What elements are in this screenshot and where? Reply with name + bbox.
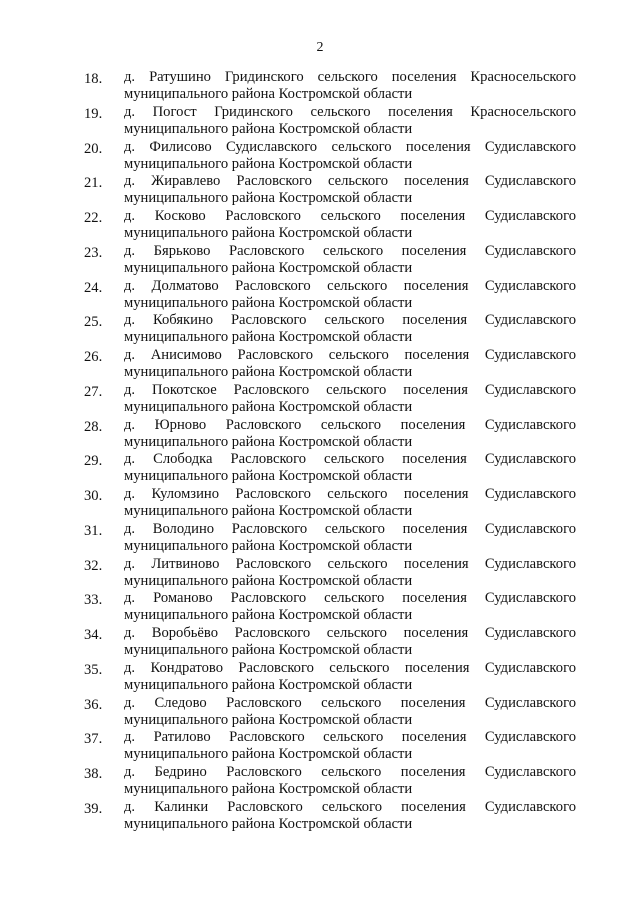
entry-number: 25.: [84, 314, 103, 331]
entry-number: 18.: [84, 71, 103, 87]
entry-text-line1: д. Литвиново Расловского сельского поселения Судиславского: [124, 555, 576, 572]
entry-text-line1: д. Погост Гридинского сельского поселения Красносельского: [124, 103, 576, 120]
entry-number: 27.: [84, 383, 103, 400]
list-item: [0, 417, 640, 452]
list-item: [0, 173, 640, 208]
list-item: [0, 590, 640, 625]
entry-number: 23.: [84, 244, 103, 261]
list-item: [0, 243, 640, 278]
list-item: [0, 104, 640, 139]
list-item: [0, 764, 640, 799]
entry-text-line1: д. Кондратово Расловского сельского поселения Судиславского: [124, 659, 576, 676]
list-item: [0, 660, 640, 695]
entry-text-line1: д. Володино Расловского сельского поселения Судиславского: [124, 520, 576, 537]
entry-number: 37.: [84, 731, 103, 748]
page-number: 2: [316, 40, 324, 55]
entry-number: 32.: [84, 557, 103, 574]
list-item: [0, 451, 640, 486]
entry-text-line2: муниципального района Костромской области: [124, 676, 413, 693]
entry-number: 34.: [84, 627, 103, 643]
entry-text-line2: муниципального района Костромской области: [124, 711, 413, 728]
entry-number: 33.: [84, 592, 103, 609]
entry-text-line2: муниципального района Костромской области: [124, 155, 413, 172]
entry-text-line2: муниципального района Костромской области: [124, 607, 413, 624]
entry-text-line1: д. Романово Расловского сельского поселения Судиславского: [124, 590, 576, 607]
entry-text-line2: муниципального района Костромской области: [124, 572, 413, 589]
entry-text-line1: д. Слободка Расловского сельского поселения Судиславского: [124, 451, 576, 468]
list-item: [0, 521, 640, 556]
list-item: [0, 799, 640, 834]
entry-text-line2: муниципального района Костромской области: [124, 190, 413, 207]
entry-text-line1: д. Ратилово Расловского сельского поселения Судиславского: [124, 729, 576, 746]
entry-text-line2: муниципального района Костромской области: [124, 642, 413, 658]
entry-text-line2: муниципального района Костромской области: [124, 468, 413, 485]
entry-text-line1: д. Ратушино Гридинского сельского поселения Красносельского: [124, 69, 576, 85]
entry-text-line2: муниципального района Костромской области: [124, 781, 413, 797]
entry-number: 19.: [84, 105, 103, 122]
entry-text-line2: муниципального района Костромской области: [124, 259, 413, 276]
entry-text-line2: муниципального района Костромской области: [124, 225, 413, 241]
list-item: [0, 278, 640, 313]
list-item: [0, 556, 640, 591]
list-item: [0, 625, 640, 660]
list-item: [0, 695, 640, 730]
list-item: [0, 729, 640, 764]
entry-text-line2: муниципального района Костромской области: [124, 294, 413, 311]
entry-text-line1: д. Следово Расловского сельского поселения Судиславского: [124, 694, 576, 711]
entry-list: [0, 69, 640, 834]
entry-text-line2: муниципального района Костромской области: [124, 746, 413, 763]
entry-number: 22.: [84, 210, 103, 226]
entry-number: 28.: [84, 418, 103, 435]
list-item: [0, 208, 640, 243]
entry-text-line1: д. Косково Расловского сельского поселения Судиславского: [124, 208, 576, 224]
entry-text-line2: муниципального района Костромской области: [124, 329, 413, 346]
entry-number: 38.: [84, 766, 103, 782]
entry-text-line2: муниципального района Костромской области: [124, 537, 413, 554]
entry-number: 39.: [84, 800, 103, 817]
entry-number: 35.: [84, 661, 103, 678]
list-item: [0, 347, 640, 382]
entry-number: 20.: [84, 140, 103, 157]
entry-text-line1: д. Юрново Расловского сельского поселения Судиславского: [124, 416, 576, 433]
entry-text-line1: д. Воробьёво Расловского сельского поселения Судиславского: [124, 625, 576, 641]
entry-text-line2: муниципального района Костромской области: [124, 86, 413, 102]
entry-text-line1: д. Бедрино Расловского сельского поселения Судиславского: [124, 764, 576, 780]
entry-text-line1: д. Куломзино Расловского сельского поселения Судиславского: [124, 486, 576, 502]
entry-number: 29.: [84, 453, 103, 470]
entry-text-line1: д. Калинки Расловского сельского поселения Судиславского: [124, 798, 576, 815]
entry-text-line2: муниципального района Костромской области: [124, 503, 413, 519]
entry-text-line2: муниципального района Костромской области: [124, 815, 413, 832]
entry-text-line1: д. Филисово Судиславского сельского поселения Судиславского: [124, 138, 576, 155]
entry-number: 21.: [84, 175, 103, 192]
entry-text-line2: муниципального района Костромской области: [124, 398, 413, 415]
entry-text-line1: д. Бярьково Расловского сельского поселения Судиславского: [124, 242, 576, 259]
list-item: [0, 486, 640, 521]
list-item: [0, 382, 640, 417]
entry-number: 30.: [84, 488, 103, 504]
entry-text-line1: д. Долматово Расловского сельского поселения Судиславского: [124, 277, 576, 294]
list-item: [0, 69, 640, 104]
entry-text-line2: муниципального района Костромской области: [124, 120, 413, 137]
entry-text-line1: д. Жиравлево Расловского сельского поселения Судиславского: [124, 173, 576, 190]
entry-text-line1: д. Покотское Расловского сельского поселения Судиславского: [124, 381, 576, 398]
entry-number: 24.: [84, 279, 103, 296]
list-item: [0, 312, 640, 347]
entry-number: 36.: [84, 696, 103, 713]
entry-number: 26.: [84, 349, 103, 365]
entry-text-line1: д. Кобякино Расловского сельского поселения Судиславского: [124, 312, 576, 329]
entry-number: 31.: [84, 522, 103, 539]
entry-text-line2: муниципального района Костромской области: [124, 433, 413, 450]
list-item: [0, 139, 640, 174]
entry-text-line1: д. Анисимово Расловского сельского поселения Судиславского: [124, 347, 576, 363]
entry-text-line2: муниципального района Костромской области: [124, 364, 413, 380]
